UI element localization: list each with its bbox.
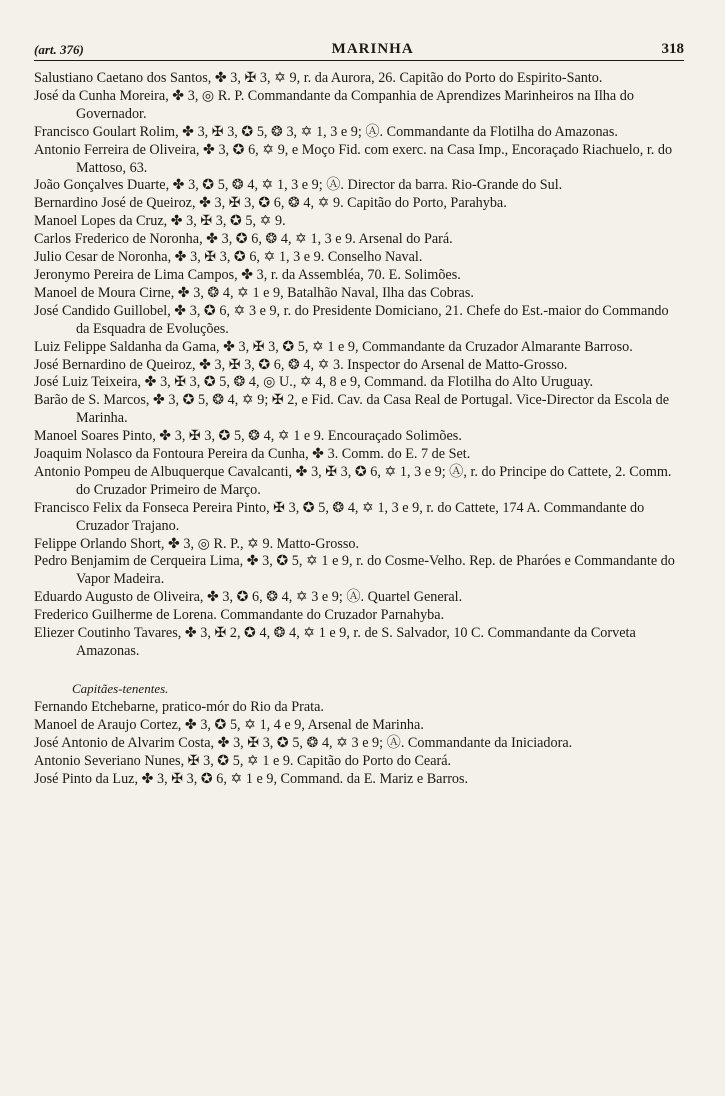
list-item: Frederico Guilherme de Lorena. Commandante do Cruzador Parnahyba.: [34, 607, 445, 624]
list-item: Manoel Soares Pinto, ✤ 3, ✠ 3, ✪ 5, ❂ 4, ✡ 1 e 9. Encouraçado Solimões.: [34, 428, 462, 445]
list-item: Luiz Felippe Saldanha da Gama, ✤ 3, ✠ 3, ✪ 5, ✡ 1 e 9, Commandante da Cruzador Almarante Barroso.: [34, 338, 633, 355]
officer-list: [34, 70, 684, 788]
list-item: José Bernardino de Queiroz, ✤ 3, ✠ 3, ✪ 6, ❂ 4, ✡ 3. Inspector do Arsenal de Matto-Grosso.: [34, 356, 568, 373]
list-item: Manoel de Araujo Cortez, ✤ 3, ✪ 5, ✡ 1, 4 e 9, Arsenal de Marinha.: [34, 716, 424, 733]
list-item: José Antonio de Alvarim Costa, ✤ 3, ✠ 3, ✪ 5, ❂ 4, ✡ 3 e 9; Ⓐ. Commandante da Iniciadora.: [34, 734, 573, 751]
list-item: Joaquim Nolasco da Fontoura Pereira da Cunha, ✤ 3. Comm. do E. 7 de Set.: [34, 446, 471, 463]
list-item: Manoel Lopes da Cruz, ✤ 3, ✠ 3, ✪ 5, ✡ 9.: [34, 213, 286, 230]
list-item: João Gonçalves Duarte, ✤ 3, ✪ 5, ❂ 4, ✡ 1, 3 e 9; Ⓐ. Director da barra. Rio-Grande do Sul.: [34, 177, 563, 194]
list-item: Felippe Orlando Short, ✤ 3, ◎ R. P., ✡ 9. Matto-Grosso.: [34, 535, 360, 552]
list-item: José Candido Guillobel, ✤ 3, ✪ 6, ✡ 3 e 9, r. do Presidente Domiciano, 21. Chefe do Est.-maior do Commando da Esquadra de Evoluções.: [34, 302, 669, 337]
list-item: Salustiano Caetano dos Santos, ✤ 3, ✠ 3, ✡ 9, r. da Aurora, 26. Capitão do Porto do Espirito-Santo.: [34, 70, 603, 86]
list-item: Julio Cesar de Noronha, ✤ 3, ✠ 3, ✪ 6, ✡ 1, 3 e 9. Conselho Naval.: [34, 249, 423, 266]
list-item: José da Cunha Moreira, ✤ 3, ◎ R. P. Commandante da Companhia de Aprendizes Marinheiros na Ilha do Governador.: [34, 87, 634, 122]
list-item: Carlos Frederico de Noronha, ✤ 3, ✪ 6, ❂ 4, ✡ 1, 3 e 9. Arsenal do Pará.: [34, 231, 453, 248]
list-item: Eliezer Coutinho Tavares, ✤ 3, ✠ 2, ✪ 4, ❂ 4, ✡ 1 e 9, r. de S. Salvador, 10 C. Commandante da Corveta Amazonas.: [34, 625, 636, 659]
list-item: Antonio Pompeu de Albuquerque Cavalcanti, ✤ 3, ✠ 3, ✪ 6, ✡ 1, 3 e 9; Ⓐ, r. do Principe do Cattete, 2. Comm. do Cruzador Primeiro de Março.: [34, 463, 672, 498]
list-item: José Pinto da Luz, ✤ 3, ✠ 3, ✪ 6, ✡ 1 e 9, Command. da E. Mariz e Barros.: [34, 770, 469, 787]
list-item: Antonio Ferreira de Oliveira, ✤ 3, ✪ 6, ✡ 9, e Moço Fid. com exerc. na Casa Imp., Encoraçado Riachuelo, r. do Mattoso, 63.: [34, 141, 673, 176]
section-heading: Capitães-tenentes.: [72, 680, 169, 696]
page-title: MARINHA: [331, 41, 414, 57]
list-item: Eduardo Augusto de Oliveira, ✤ 3, ✪ 6, ❂ 4, ✡ 3 e 9; Ⓐ. Quartel General.: [34, 589, 463, 606]
list-item: Pedro Benjamim de Cerqueira Lima, ✤ 3, ✪ 5, ✡ 1 e 9, r. do Cosme-Velho. Rep. de Pharóes e Commandante do Vapor Madeira.: [34, 553, 675, 588]
list-item: Barão de S. Marcos, ✤ 3, ✪ 5, ❂ 4, ✡ 9; ✠ 2, e Fid. Cav. da Casa Real de Portugal. Vice-Director da Escola de Marinha.: [34, 392, 669, 427]
list-item: Bernardino José de Queiroz, ✤ 3, ✠ 3, ✪ 6, ❂ 4, ✡ 9. Capitão do Porto, Parahyba.: [34, 195, 507, 212]
list-item: Antonio Severiano Nunes, ✠ 3, ✪ 5, ✡ 1 e 9. Capitão do Porto do Ceará.: [34, 752, 452, 769]
list-item: José Luiz Teixeira, ✤ 3, ✠ 3, ✪ 5, ❂ 4, ◎ U., ✡ 4, 8 e 9, Command. da Flotilha do Alto Uruguay.: [34, 374, 594, 391]
article-reference: (art. 376): [34, 42, 84, 57]
page-number: 318: [661, 41, 684, 57]
list-item: Manoel de Moura Cirne, ✤ 3, ❂ 4, ✡ 1 e 9, Batalhão Naval, Ilha das Cobras.: [34, 284, 474, 301]
list-item: Jeronymo Pereira de Lima Campos, ✤ 3, r. da Assembléa, 70. E. Solimões.: [34, 266, 461, 283]
list-item: Fernando Etchebarne, pratico-mór do Rio da Prata.: [34, 698, 324, 715]
list-item: Francisco Goulart Rolim, ✤ 3, ✠ 3, ✪ 5, ❂ 3, ✡ 1, 3 e 9; Ⓐ. Commandante da Flotilha do Amazonas.: [34, 123, 618, 140]
list-item: Francisco Felix da Fonseca Pereira Pinto, ✠ 3, ✪ 5, ❂ 4, ✡ 1, 3 e 9, r. do Cattete, 174 A. Commandante do Cruzador Trajano.: [34, 499, 645, 534]
page-header: [34, 34, 684, 61]
